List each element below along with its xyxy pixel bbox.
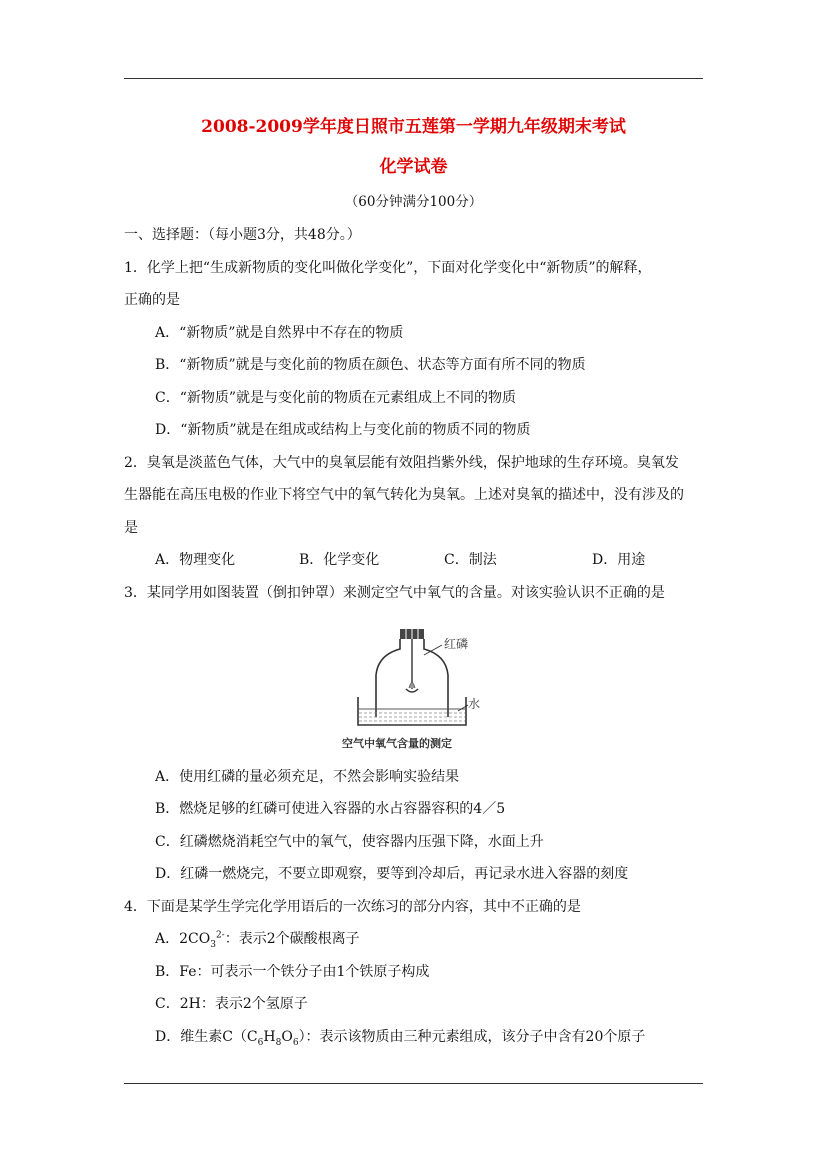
q4-a-prefix: A．2CO bbox=[155, 931, 211, 947]
section-heading: 一、选择题：（每小题3分，共48分。） bbox=[124, 227, 361, 243]
figure-caption: 空气中氧气含量的测定 bbox=[342, 737, 452, 750]
flame-icon bbox=[409, 683, 415, 689]
q4-option-b: B．Fe：可表示一个铁分子由1个铁原子构成 bbox=[155, 964, 430, 980]
q4-stem: 4．下面是某学生学完化学用语后的一次练习的部分内容，其中不正确的是 bbox=[124, 899, 581, 915]
q1-option-a: A．“新物质”就是自然界中不存在的物质 bbox=[155, 325, 404, 341]
q4-d-mid2: O bbox=[281, 1029, 293, 1045]
q3-stem: 3．某同学用如图装置（倒扣钟罩）来测定空气中氧气的含量。对该实验认识不正确的是 bbox=[124, 585, 665, 601]
q4-d-sub2: 8 bbox=[275, 1037, 282, 1048]
q2-stem-line1: 2．臭氧是淡蓝色气体，大气中的臭氧层能有效阻挡紫外线，保护地球的生存环境。臭氧发 bbox=[124, 455, 679, 471]
q4-option-a bbox=[155, 930, 360, 948]
q4-d-sub3: 6 bbox=[292, 1037, 299, 1048]
q4-d-suffix: ）：表示该物质由三种元素组成，该分子中含有20个原子 bbox=[298, 1029, 646, 1045]
q3-option-b: B．燃烧足够的红磷可使进入容器的水占容器容积的4／5 bbox=[155, 801, 506, 817]
q1-option-b: B．“新物质”就是与变化前的物质在颜色、状态等方面有所不同的物质 bbox=[155, 357, 586, 373]
q4-d-mid1: H bbox=[263, 1029, 276, 1045]
exam-title: 2008-2009学年度日照市五莲第一学期九年级期末考试 bbox=[201, 117, 626, 137]
q1-stem-line1: 1．化学上把“生成新物质的变化叫做化学变化”，下面对化学变化中“新物质”的解释， bbox=[124, 260, 652, 276]
q4-d-sub1: 6 bbox=[257, 1037, 264, 1048]
q2-stem-line3: 是 bbox=[124, 520, 138, 536]
q4-a-subscript: 3 bbox=[210, 939, 216, 950]
exam-subtitle: 化学试卷 bbox=[379, 157, 448, 177]
q2-option-c: C．制法 bbox=[444, 552, 497, 568]
q2-stem-line2: 生器能在高压电极的作业下将空气中的氧气转化为臭氧。上述对臭氧的描述中，没有涉及的 bbox=[124, 487, 684, 503]
bottom-rule bbox=[124, 1083, 703, 1084]
q4-option-d bbox=[155, 1028, 645, 1046]
q3-option-c: C．红磷燃烧消耗空气中的氧气，使容器内压强下降，水面上升 bbox=[155, 834, 544, 850]
q4-option-c: C．2H：表示2个氢原子 bbox=[155, 996, 308, 1012]
q4-a-superscript: 2- bbox=[215, 930, 225, 941]
q1-option-c: C．“新物质”就是与变化前的物质在元素组成上不同的物质 bbox=[155, 390, 517, 406]
q1-option-d: D．“新物质”就是在组成或结构上与变化前的物质不同的物质 bbox=[155, 422, 531, 438]
label-red-phosphorus: 红磷 bbox=[444, 637, 469, 651]
q1-stem-line2: 正确的是 bbox=[124, 292, 180, 308]
top-rule bbox=[124, 78, 703, 79]
q4-d-prefix: D．维生素C（C bbox=[155, 1029, 258, 1045]
exam-info: （60分钟满分100分） bbox=[344, 194, 483, 210]
q4-a-suffix: ：表示2个碳酸根离子 bbox=[224, 931, 360, 947]
label-water: 水 bbox=[468, 697, 481, 711]
q2-option-b: B．化学变化 bbox=[299, 552, 380, 568]
q2-option-a: A．物理变化 bbox=[155, 552, 236, 568]
q2-option-d: D．用途 bbox=[592, 552, 646, 568]
q3-option-d: D．红磷一燃烧完，不要立即观察，要等到冷却后，再记录水进入容器的刻度 bbox=[155, 866, 629, 882]
oxygen-experiment-figure bbox=[340, 625, 486, 755]
q3-option-a: A．使用红磷的量必须充足，不然会影响实验结果 bbox=[155, 769, 460, 785]
